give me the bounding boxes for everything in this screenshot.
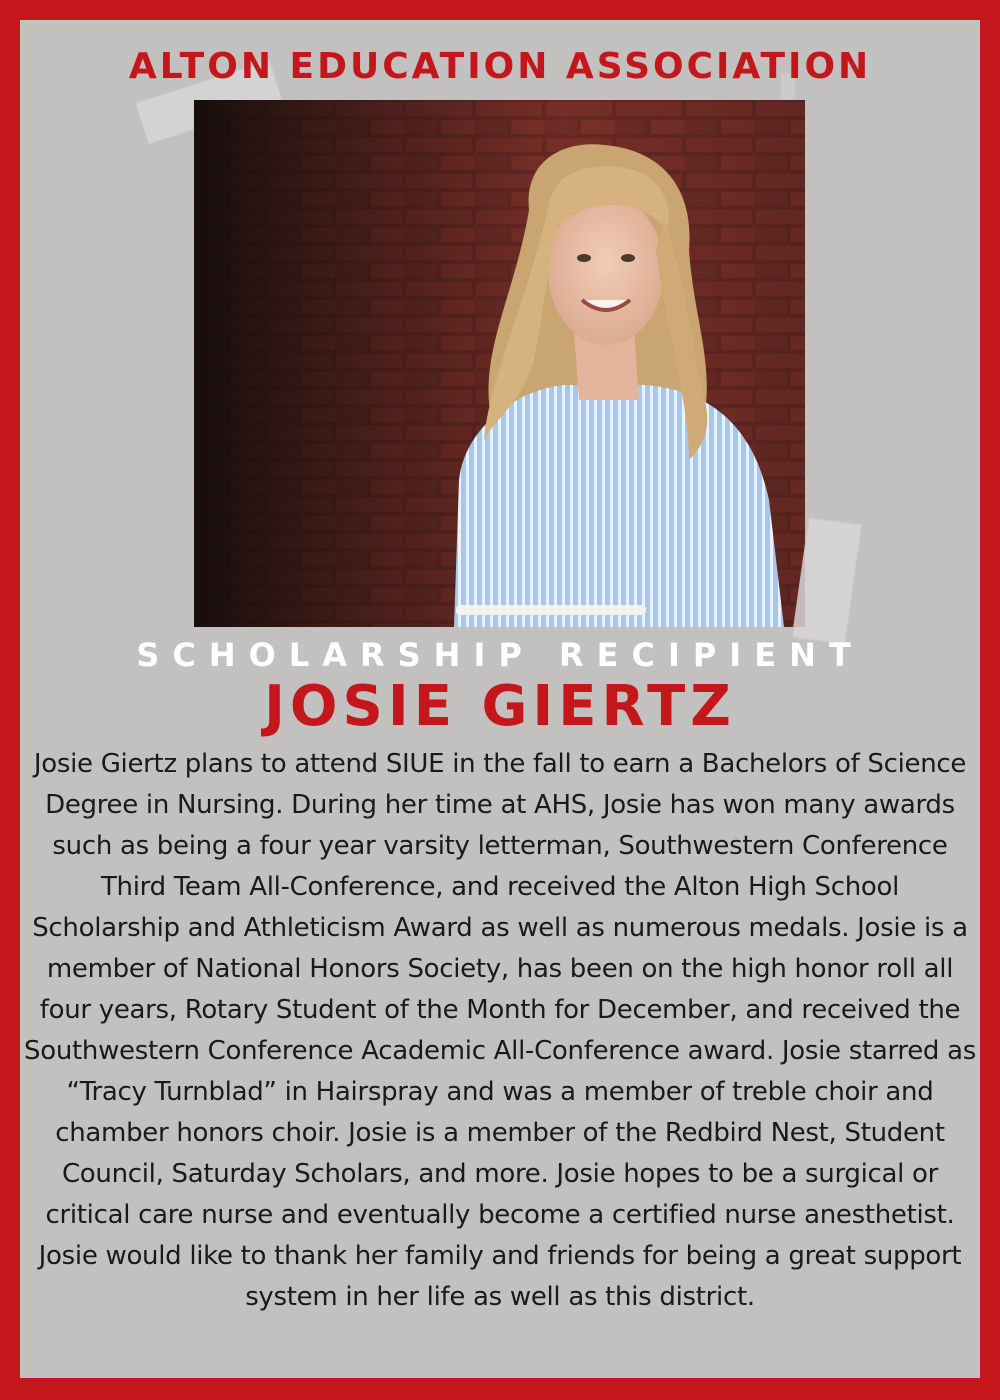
- recipient-bio: Josie Giertz plans to attend SIUE in the fall to earn a Bachelors of Science Degree in Nursing. During her time at AHS, Josie has won many awards such as being a four year varsity letterman, Southwestern Conference Third Team All-Conference, and received the Alton High School Scholarship and Athleticism Award as well as numerous medals. Josie is a member of National Honors Society, has been on the high honor roll all four years, Rotary Student of the Month for December, and received the Southwestern Conference Academic All-Conference award. Josie starred as “Tracy Turnblad” in Hairspray and was a member of treble choir and chamber honors choir. Josie is a member of the Redbird Nest, Student Council, Saturday Scholars, and more. Josie hopes to be a surgical or critical care nurse and eventually become a certified nurse anesthetist. Josie would like to thank her family and friends for being a great support system in her life as well as this district.: [24, 749, 976, 1312]
- recipient-photo: [194, 100, 805, 627]
- scholarship-card: [20, 20, 980, 1378]
- award-label: SCHOLARSHIP RECIPIENT: [136, 636, 864, 674]
- organization-title: ALTON EDUCATION ASSOCIATION: [128, 46, 872, 87]
- recipient-name: JOSIE GIERTZ: [264, 674, 736, 739]
